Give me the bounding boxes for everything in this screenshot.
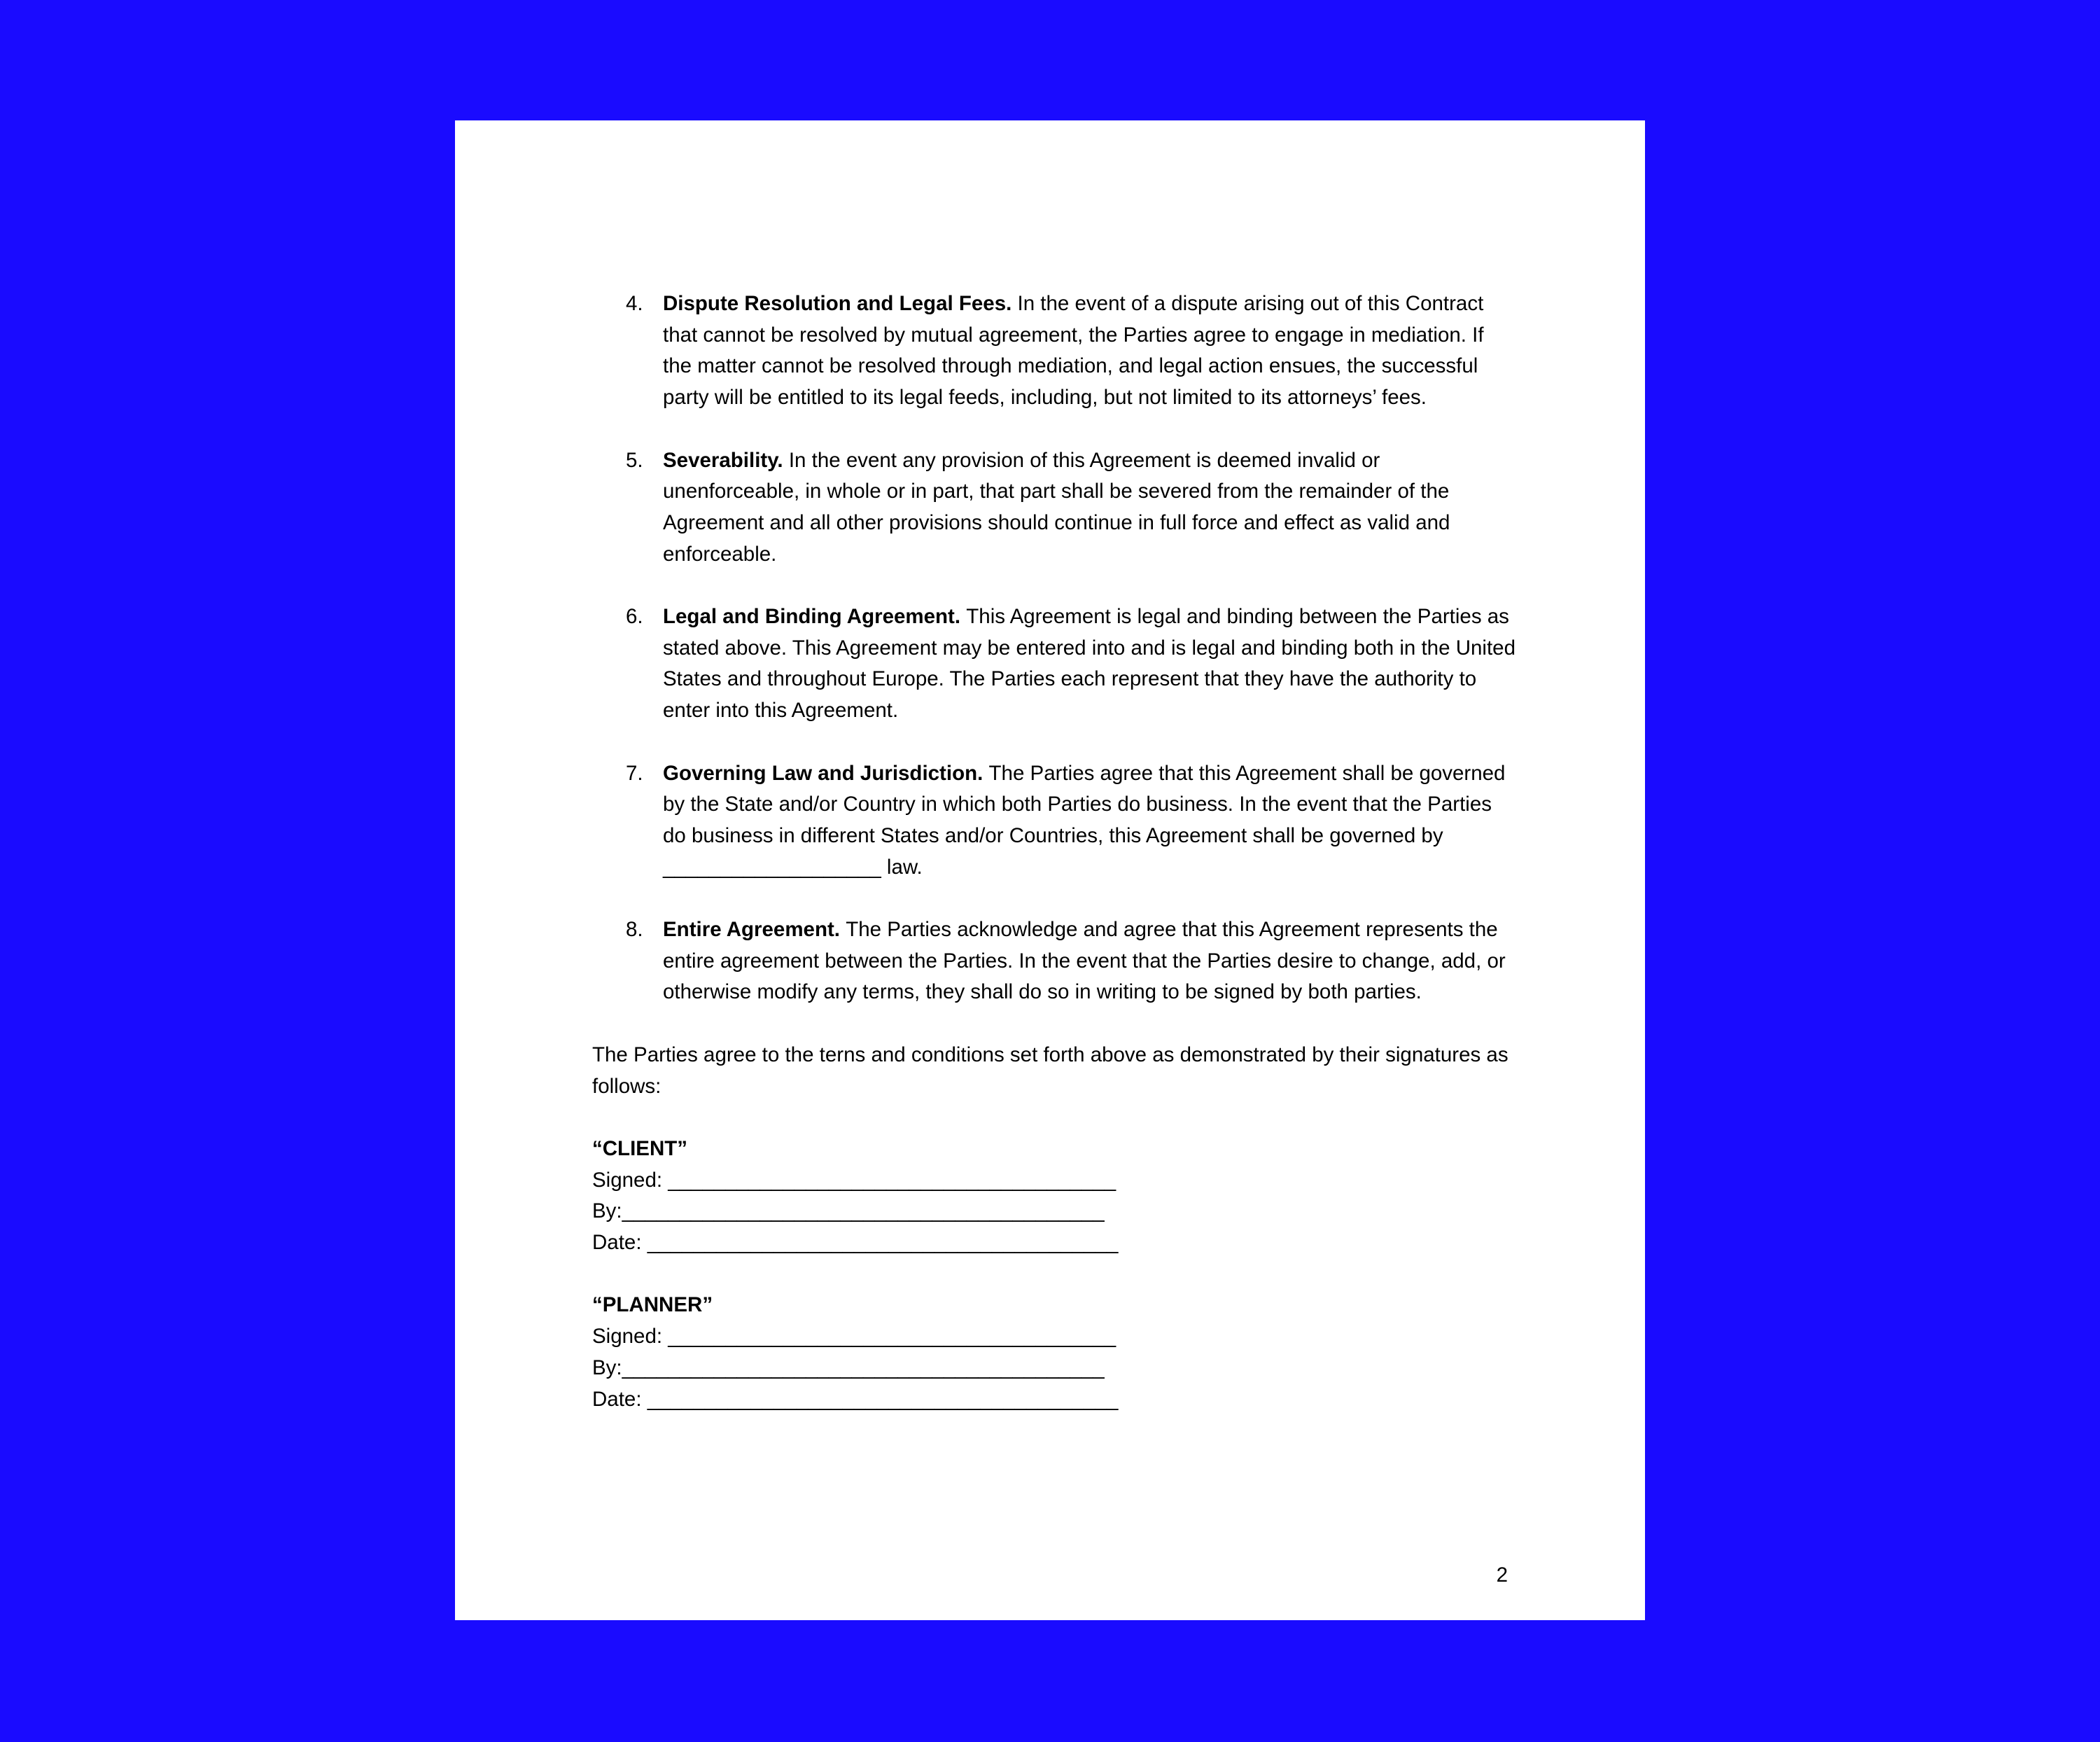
- clause-entire-agreement: [592, 914, 1516, 1008]
- clause-number: 5.: [626, 448, 643, 472]
- clause-body: In the event any provision of this Agreement is deemed invalid or unenforceable, in whole or in part, that part shall be severed from the remainder of the Agreement and all other provisions should continue in full force and effect as valid and enforceable.: [663, 448, 1450, 566]
- page-number: 2: [1496, 1563, 1508, 1587]
- clause-body: This Agreement is legal and binding between the Parties as stated above. This Agreement may be entered into and is legal and binding both in the United States and throughout Europe. The Parties each represent that they have the authority to enter into this Agreement.: [663, 605, 1516, 723]
- clause-body: The Parties acknowledge and agree that this Agreement represents the entire agreement between the Parties. In the event that the Parties desire to change, add, or otherwise modify any terms, they shall do so in writing to be signed by both parties.: [663, 918, 1506, 1004]
- clause-list: [592, 288, 1516, 1008]
- document-body: [592, 288, 1516, 1447]
- clause-title: Entire Agreement.: [663, 918, 846, 941]
- signature-heading: “PLANNER”: [592, 1293, 713, 1317]
- clause-number: 6.: [626, 605, 643, 628]
- clause-governing-law: [592, 758, 1516, 884]
- clause-legal-binding: [592, 601, 1516, 727]
- clause-title: Severability.: [663, 448, 789, 472]
- clause-title: Legal and Binding Agreement.: [663, 605, 967, 628]
- clause-number: 7.: [626, 761, 643, 785]
- by-line: By:__________________________________________: [592, 1356, 1105, 1379]
- client-signature-block: [592, 1134, 1516, 1259]
- clause-title: Dispute Resolution and Legal Fees.: [663, 292, 1018, 315]
- clause-dispute-resolution: [592, 288, 1516, 414]
- document-page: [455, 120, 1645, 1620]
- planner-signature-block: [592, 1290, 1516, 1415]
- signed-line: Signed: _______________________________________: [592, 1325, 1116, 1349]
- signature-heading: “CLIENT”: [592, 1136, 688, 1160]
- date-line: Date: _________________________________________: [592, 1387, 1119, 1411]
- date-line: Date: _________________________________________: [592, 1231, 1119, 1254]
- by-line: By:__________________________________________: [592, 1199, 1105, 1223]
- clause-severability: [592, 445, 1516, 571]
- closing-statement: The Parties agree to the terns and conditions set forth above as demonstrated by their signatures as follows:: [592, 1043, 1508, 1098]
- clause-body: In the event of a dispute arising out of this Contract that cannot be resolved by mutual agreement, the Parties agree to engage in mediation. If the matter cannot be resolved through mediation, and legal action ensues, the successful party will be entitled to its legal feeds, including, but not limited to its attorneys’ fees.: [663, 292, 1484, 410]
- clause-title: Governing Law and Jurisdiction.: [663, 761, 989, 785]
- clause-number: 8.: [626, 918, 643, 941]
- clause-number: 4.: [626, 292, 643, 315]
- signed-line: Signed: _______________________________________: [592, 1168, 1116, 1192]
- clause-body: The Parties agree that this Agreement shall be governed by the State and/or Country in which both Parties do business. In the event that the Parties do business in different States and/or Countries, this Agreement shall be governed by ___________________ law.: [663, 761, 1506, 879]
